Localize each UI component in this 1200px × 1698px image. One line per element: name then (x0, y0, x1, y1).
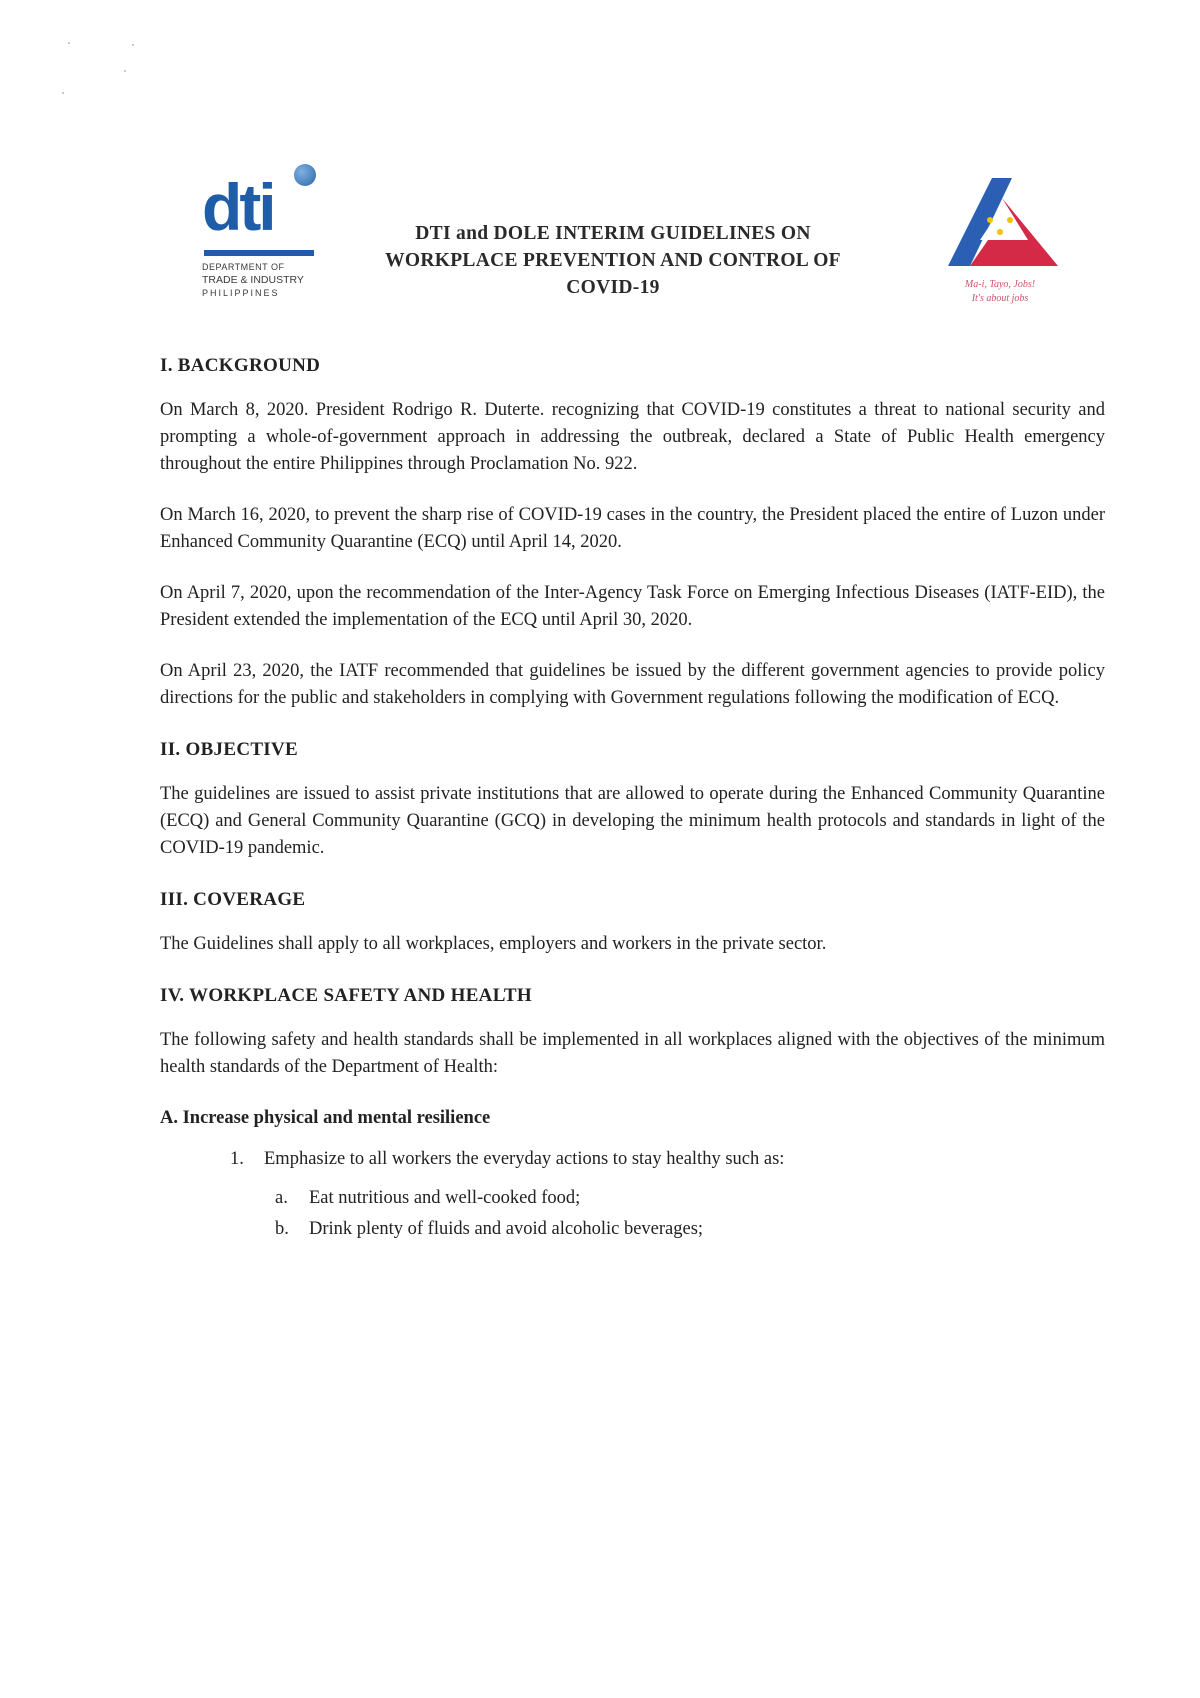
dole-motto-line-1: Ma-i, Tayo, Jobs! (964, 279, 1036, 290)
document-title-line-2: WORKPLACE PREVENTION AND CONTROL OF (385, 250, 841, 271)
section-heading-objective: II. OBJECTIVE (160, 739, 298, 760)
list-item-number: 1. (230, 1149, 244, 1169)
document-title-line-1: DTI and DOLE INTERIM GUIDELINES ON (415, 223, 811, 244)
dti-wordmark: dti (202, 170, 274, 244)
sub-list-item-letter: a. (275, 1188, 288, 1208)
dole-motto (930, 278, 1070, 306)
document-header (150, 158, 1075, 328)
sub-list-item (275, 1216, 1105, 1243)
globe-icon (294, 164, 316, 186)
document-title-line-3: COVID-19 (566, 277, 660, 298)
dti-logo-bar (204, 250, 314, 256)
section-heading-background: I. BACKGROUND (160, 355, 321, 376)
dti-logo-line-2: TRADE & INDUSTRY (202, 274, 304, 286)
dti-logo-line-3: PHILIPPINES (202, 288, 280, 298)
dole-logo (930, 170, 1070, 320)
workplace-paragraph: The following safety and health standards shall be implemented in all workplaces aligned with the objectives of the minimum health standards of the Department of Health: (160, 1030, 1105, 1077)
dti-logo (202, 164, 322, 314)
sub-list-item-letter: b. (275, 1219, 289, 1239)
subsection-heading-a: A. Increase physical and mental resilience (160, 1108, 491, 1128)
dole-triangle-icon (930, 170, 1070, 280)
section-heading-coverage: III. COVERAGE (160, 889, 306, 910)
background-paragraph-4: On April 23, 2020, the IATF recommended that guidelines be issued by the different government agencies to provide policy directions for the public and stakeholders in complying with Government regulations following the modification of ECQ. (160, 661, 1105, 708)
background-paragraph-1: On March 8, 2020. President Rodrigo R. Duterte. recognizing that COVID-19 constitutes a threat to national security and prompting a whole-of-government approach in addressing the outbreak, declared a State of Public Health emergency throughout the entire Philippines through Proclamation No. 922. (160, 400, 1105, 474)
section-heading-workplace: IV. WORKPLACE SAFETY AND HEALTH (160, 985, 532, 1006)
sub-list-item-text: Eat nutritious and well-cooked food; (309, 1188, 581, 1208)
background-paragraph-2: On March 16, 2020, to prevent the sharp rise of COVID-19 cases in the country, the President placed the entire of Luzon under Enhanced Community Quarantine (ECQ) until April 14, 2020. (160, 505, 1105, 552)
dti-logo-line-1: DEPARTMENT OF (202, 262, 285, 272)
sub-list-item-text: Drink plenty of fluids and avoid alcoholic beverages; (309, 1219, 704, 1239)
background-paragraph-3: On April 7, 2020, upon the recommendation of the Inter-Agency Task Force on Emerging Infectious Diseases (IATF-EID), the President extended the implementation of the ECQ until April 30, 2020. (160, 583, 1105, 630)
list-item (230, 1146, 1105, 1173)
coverage-paragraph: The Guidelines shall apply to all workplaces, employers and workers in the private sector. (160, 934, 827, 954)
document-title (348, 220, 878, 301)
sub-list-item (275, 1185, 1105, 1212)
list-item-text: Emphasize to all workers the everyday actions to stay healthy such as: (264, 1149, 785, 1169)
objective-paragraph: The guidelines are issued to assist private institutions that are allowed to operate during the Enhanced Community Quarantine (ECQ) and General Community Quarantine (GCQ) in developing the minimum health protocols and standards in light of the COVID-19 pandemic. (160, 784, 1105, 858)
dole-motto-line-2: It's about jobs (971, 293, 1029, 304)
document-body (160, 352, 1105, 1247)
